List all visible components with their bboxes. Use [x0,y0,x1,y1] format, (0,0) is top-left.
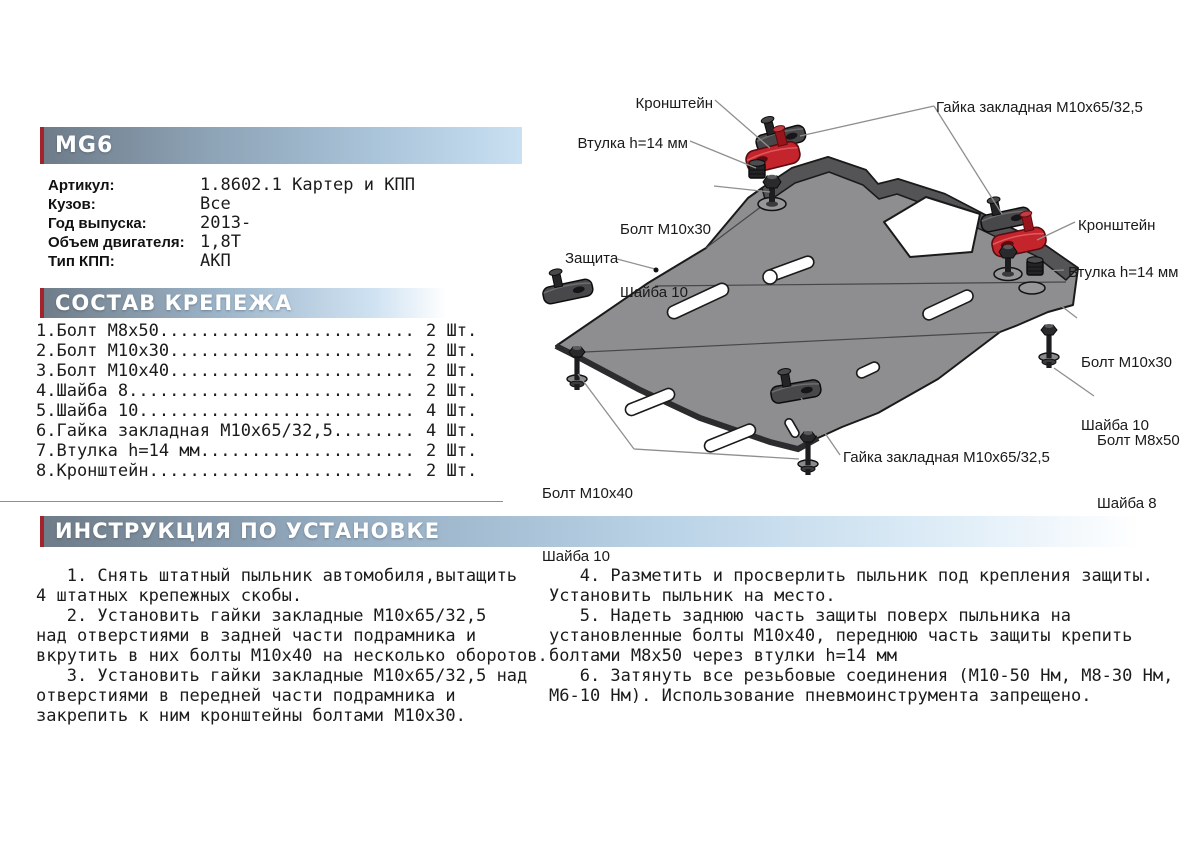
spec-label: Тип КПП: [48,253,115,270]
spec-label: Артикул: [48,177,115,194]
label-clamp-nut-bottom: Гайка закладная М10х65/32,5 [843,449,1050,466]
label-clamp-nut-top: Гайка закладная М10х65/32,5 [936,99,1143,116]
spec-label: Кузов: [48,196,96,213]
hardware-item: 8.Кронштейн ..... 2 Шт. [36,461,478,481]
hardware-item: 2.Болт М10х30 ..... 2 Шт. [36,341,478,361]
bushing-left [749,160,765,178]
spec-value: 1.8602.1 Картер и КПП [200,175,415,195]
label-bolt-m10x40: Болт М10х40 Шайба 10 [542,485,634,565]
instructions-section-title: ИНСТРУКЦИЯ ПО УСТАНОВКЕ [55,519,441,543]
instructions-right-column: 4. Разметить и просверлить пыльник под крепления защиты. Установить пыльник на место. 5. Надеть заднюю часть защиты поверх пыльника на установленные болты М10х40, переднюю часть защиты крепить болтами М8х50 через втулки h=14 мм 6. Затянуть все резьбовые соединения (М10-50 Нм, М8-30 Нм, М6-10 Нм). Использование пневмоинструмента запрещено. [549,566,1174,706]
label-bracket-top: Кронштейн [635,95,713,112]
label-bushing-right: Втулка h=14 мм [1068,264,1179,281]
hardware-item: 6.Гайка закладная М10х65/32,5 ..... 4 Шт. [36,421,478,441]
spec-value: 2013- [200,213,252,233]
label-bushing-left: Втулка h=14 мм [577,135,688,152]
label-bolt-m10x30-left: Болт М10х30 Шайба 10 [620,221,712,301]
bolt-m10x40-bottom [798,431,818,475]
bolt-m8x50-right [1039,324,1059,368]
hardware-item: 5.Шайба 10 ..... 4 Шт. [36,401,478,421]
instructions-left-column: 1. Снять штатный пыльник автомобиля,вытащить 4 штатных крепежных скобы. 2. Установить гайки закладные М10х65/32,5 над отверстиями в задней части подрамника и вкрутить в них болты М10х40 на несколько оборотов. 3. Установить гайки закладные М10х65/32,5 над отверстиями в передней части подрамника и закрепить к ним кронштейны болтами М10х30. [36,566,548,726]
label-bolt-m10x30-right: Болт М10х30 Шайба 10 [1081,354,1173,434]
hardware-item: 7.Втулка h=14 мм ..... 2 Шт. [36,441,478,461]
spec-label: Год выпуска: [48,215,147,232]
label-shield: Защита [565,250,619,267]
spec-value: 1,8Т [200,232,241,252]
hardware-item: 1.Болт М8х50 ..... 2 Шт. [36,321,478,341]
label-bolt-m8x50: Болт М8х50 Шайба 8 [1097,432,1180,512]
spec-value: Все [200,194,231,214]
label-bracket-right: Кронштейн [1078,217,1156,234]
hardware-section-title: СОСТАВ КРЕПЕЖА [55,291,293,315]
model-name: MG6 [55,133,114,158]
washer-right [1019,282,1045,294]
spec-value: АКП [200,251,231,271]
spec-label: Объем двигателя: [48,234,185,251]
hardware-item: 4.Шайба 8 ..... 2 Шт. [36,381,478,401]
bolt-m10x40-left [567,346,587,390]
bushing-right [1027,257,1043,275]
hardware-item: 3.Болт М10х40 ..... 2 Шт. [36,361,478,381]
